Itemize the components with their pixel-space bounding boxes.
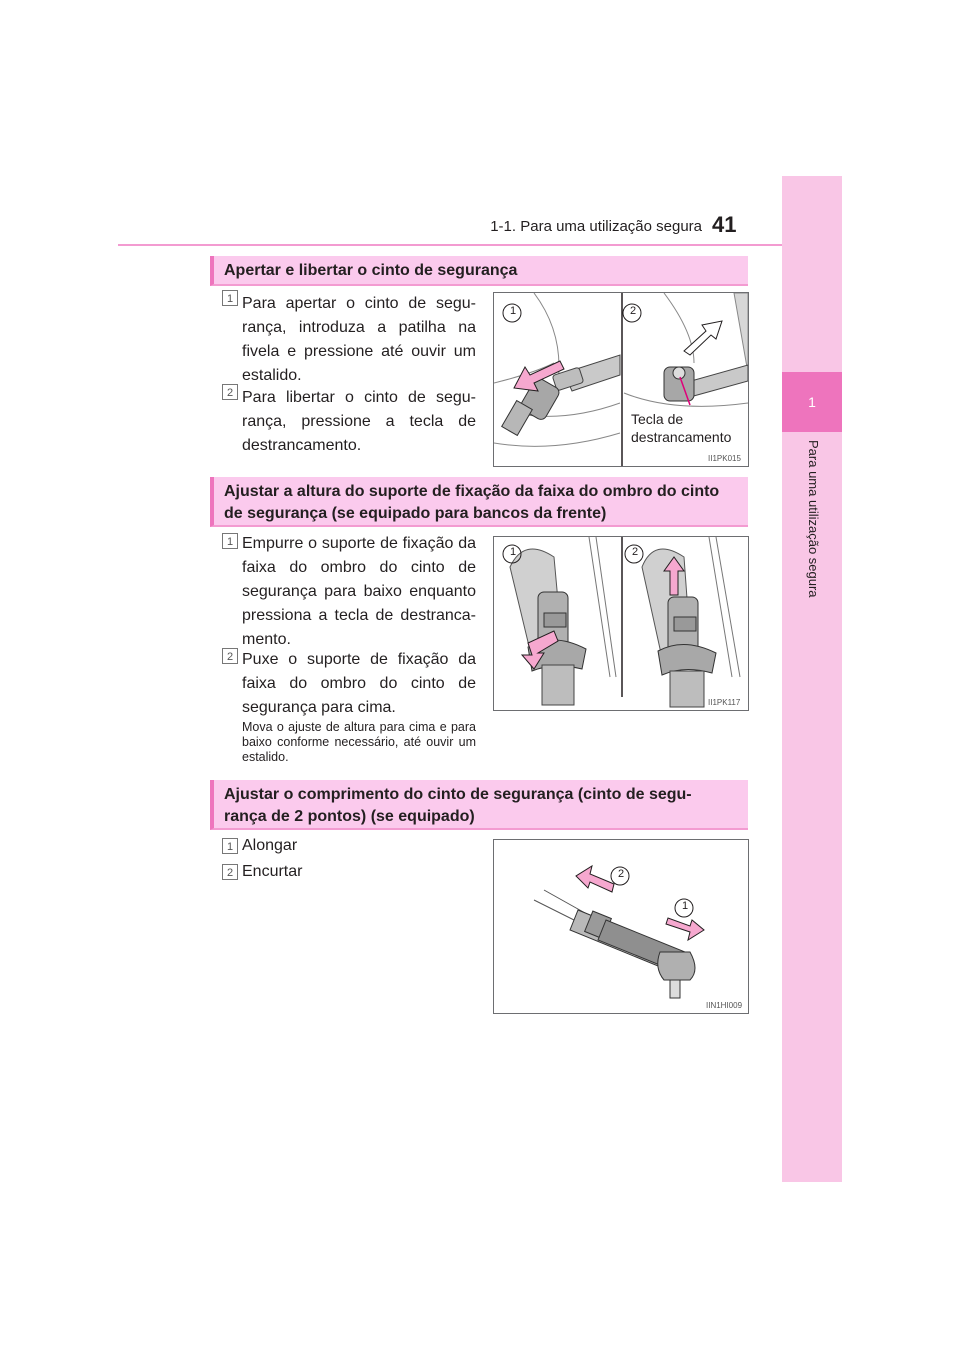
side-tab-chapter[interactable]: 1 xyxy=(782,372,842,432)
figure-label: destrancamento xyxy=(631,429,732,445)
figure-callout-2: 2 xyxy=(617,868,625,880)
section-heading-text: Apertar e libertar o cinto de segurança xyxy=(224,262,518,279)
belt-length-illustration xyxy=(494,840,748,1013)
figure-callout-2: 2 xyxy=(629,305,637,317)
section-heading-text: de segurança (se equipado para bancos da frente) xyxy=(224,505,607,522)
step-text: Para libertar o cinto de segu-rança, pressione a tecla de destrancamento. xyxy=(242,389,476,454)
figure-belt-length xyxy=(493,839,749,1014)
step-text: Puxe o suporte de fixação da faixa do ombro do cinto de segurança para cima. xyxy=(242,651,476,716)
figure-callout-1: 1 xyxy=(509,546,517,558)
figure-code: II1PK015 xyxy=(708,454,741,463)
figure-callout-1: 1 xyxy=(509,305,517,317)
step-text: Empurre o suporte de fixação da faixa do ombro do cinto de segurança para baixo enquanto pressiona a tecla de destranca-mento. xyxy=(242,535,476,648)
figure-label: Tecla de xyxy=(631,411,684,427)
figure-callout-2: 2 xyxy=(631,546,639,558)
section-heading-length xyxy=(210,780,748,830)
page-number: 41 xyxy=(712,212,737,237)
step-text: Alongar xyxy=(242,837,298,854)
header-title: 1-1. Para uma utilização segura xyxy=(490,218,702,235)
step-text: Encurtar xyxy=(242,863,303,880)
step-number: 2 xyxy=(222,648,238,664)
section-heading-height xyxy=(210,477,748,527)
step-number: 1 xyxy=(222,838,238,854)
side-tab-label: Para uma utilização segura xyxy=(806,440,821,598)
note-text: Mova o ajuste de altura para cima e para baixo conforme necessário, até ouvir um estalido. xyxy=(242,720,476,764)
step-number: 1 xyxy=(222,290,238,306)
anchor-illustration xyxy=(494,537,748,710)
section-heading-text: Ajustar a altura do suporte de fixação da faixa do ombro do cinto xyxy=(224,483,720,500)
step-text: Para apertar o cinto de segu-rança, introduza a patilha na fivela e pressione até ouvir um estalido. xyxy=(242,295,476,384)
step-number: 2 xyxy=(222,864,238,880)
figure-code: IIN1HI009 xyxy=(706,1001,743,1010)
section-heading-fasten xyxy=(210,256,748,286)
header-rule xyxy=(118,244,782,246)
figure-buckle xyxy=(493,292,749,467)
figure-callout-1: 1 xyxy=(681,900,689,912)
section-heading-text: rança de 2 pontos) (se equipado) xyxy=(224,808,475,825)
section-heading-text: Ajustar o comprimento do cinto de segurança (cinto de segu- xyxy=(224,786,692,803)
step-number: 2 xyxy=(222,384,238,400)
side-tab-strip xyxy=(782,176,842,1182)
step-number: 1 xyxy=(222,533,238,549)
figure-anchor-height xyxy=(493,536,749,711)
figure-code: II1PK117 xyxy=(708,698,741,707)
